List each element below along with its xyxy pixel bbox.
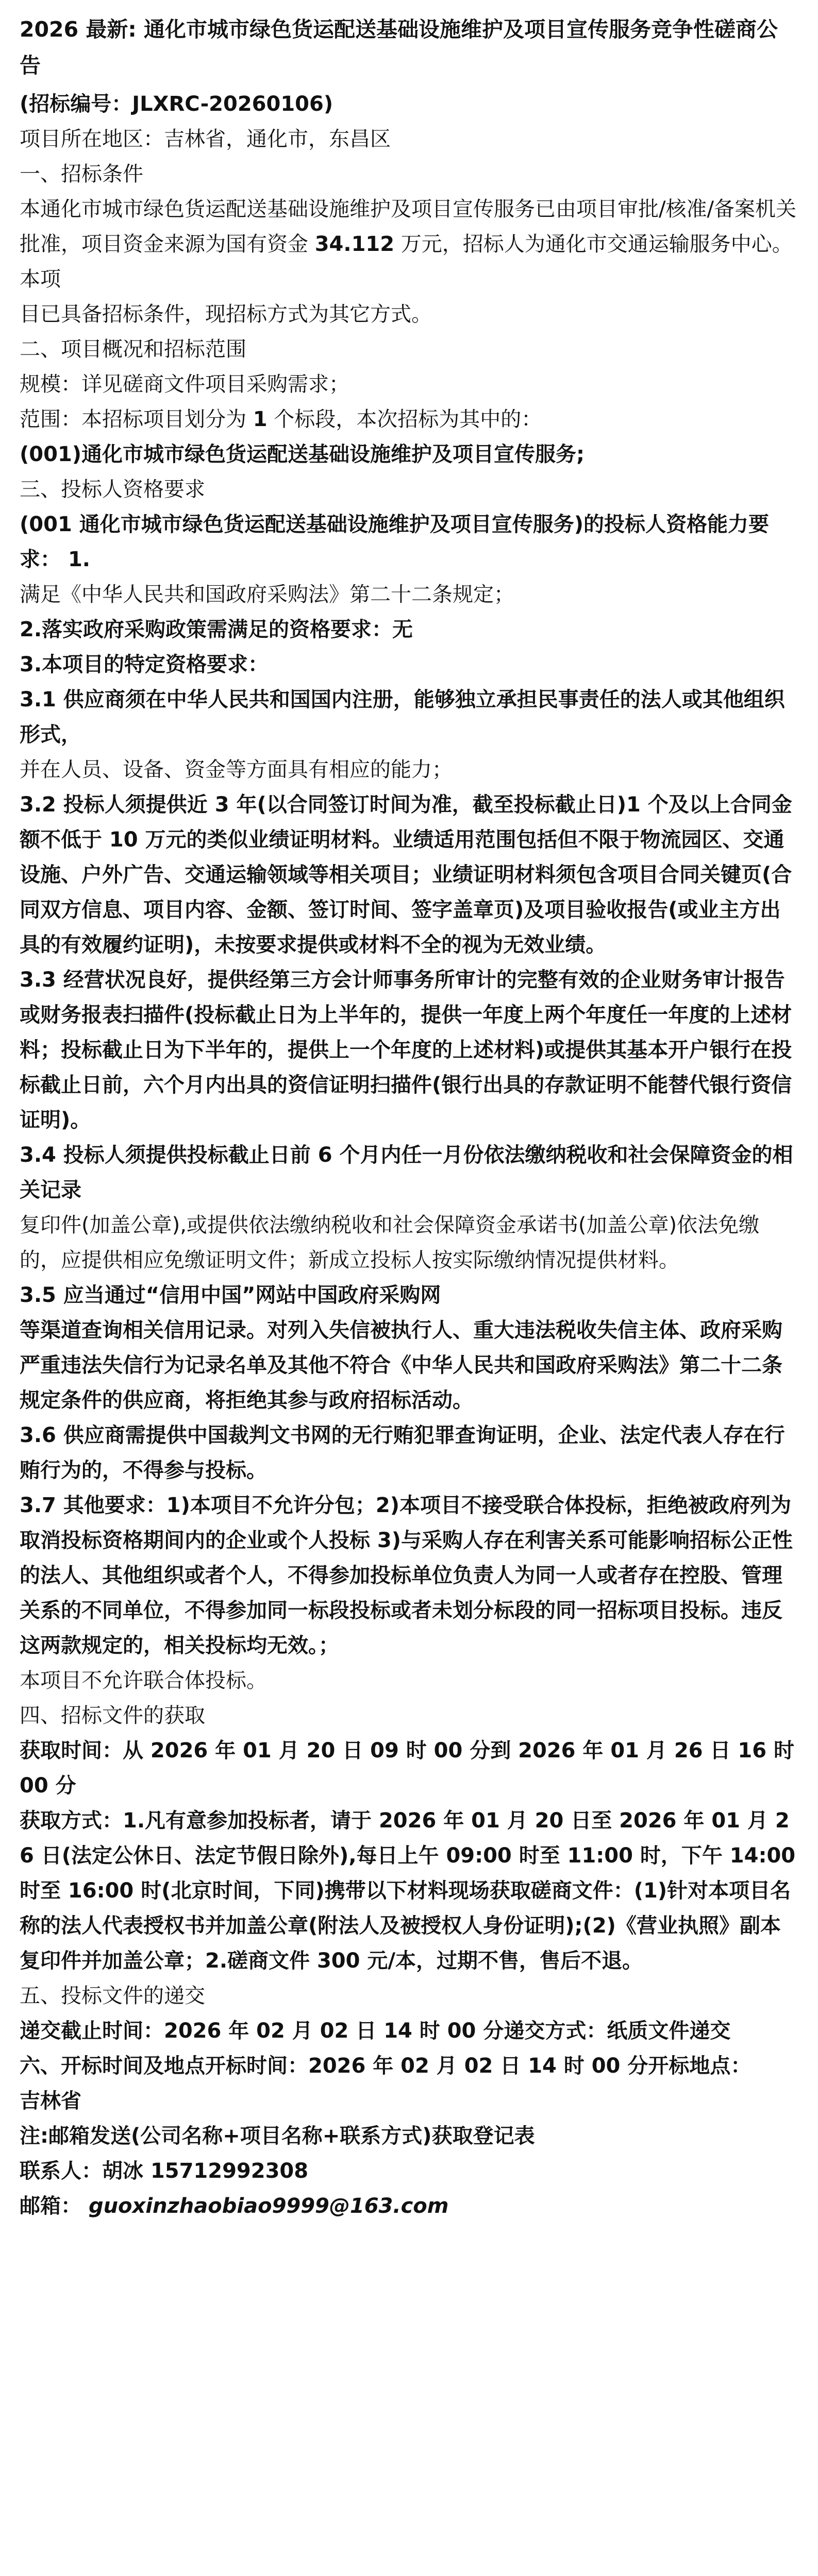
- section-1-body: 本通化市城市绿色货运配送基础设施维护及项目宣传服务已由项目审批/核准/备案机关批准，项目资金来源为国有资金 34.112 万元，招标人为通化市交通运输服务中心。本项: [20, 197, 796, 291]
- qualification-special: 3.本项目的特定资格要求：: [20, 653, 269, 676]
- section-2-heading: 二、项目概况和招标范围: [20, 337, 246, 361]
- submission-deadline: 递交截止时间：2026 年 02 月 02 日 14 时 00 分递交方式：纸质文件递交: [20, 2019, 731, 2043]
- section-1-heading: 一、招标条件: [20, 162, 143, 186]
- qualification-3-1-cont: 并在人员、设备、资金等方面具有相应的能力；: [20, 758, 453, 782]
- tender-number: (招标编号：JLXRC-20260106): [20, 92, 333, 116]
- project-scale: 规模：详见磋商文件项目采购需求；: [20, 372, 349, 396]
- project-lot: (001)通化市城市绿色货运配送基础设施维护及项目宣传服务;: [20, 443, 585, 466]
- project-scope: 范围：本招标项目划分为 1 个标段，本次招标为其中的：: [20, 408, 542, 431]
- announcement-document: [20, 11, 798, 2224]
- contact-email-row: 邮箱： guoxinzhaobiao9999@163.com: [20, 2194, 449, 2218]
- document-get-time: 获取时间：从 2026 年 01 月 20 日 09 时 00 分到 2026 年 01 月 26 日 16 时 00 分: [20, 1739, 794, 1798]
- qualification-3-7: 3.7 其他要求：1)本项目不允许分包；2)本项目不接受联合体投标，拒绝被政府列为取消投标资格期间内的企业或个人投标 3)与采购人存在利害关系可能影响招标公正性的法人、其他组织或者个人，不得参加投标单位负责人为同一人或者存在控股、管理关系的不同单位，不得参加同一标段投标或者未划分标段的同一招标项目投标。违反这两款规定的，相关投标均无效。；: [20, 1494, 793, 1657]
- qualification-3-2: 3.2 投标人须提供近 3 年(以合同签订时间为准，截至投标截止日)1 个及以上合同金额不低于 10 万元的类似业绩证明材料。业绩适用范围包括但不限于物流园区、交通设施、户外广告、交通运输领域等相关项目；业绩证明材料须包含项目合同关键页(合同双方信息、项目内容、金额、签订时间、签字盖章页)及项目验收报告(或业主方出具的有效履约证明)，未按要求提供或材料不全的视为无效业绩。: [20, 793, 792, 957]
- qualification-3-5-cont: 等渠道查询相关信用记录。对列入失信被执行人、重大违法税收失信主体、政府采购严重违法失信行为记录名单及其他不符合《中华人民共和国政府采购法》第二十二条规定条件的供应商，将拒绝其参与政府招标活动。: [20, 1318, 782, 1412]
- qualification-3-1: 3.1 供应商须在中华人民共和国国内注册，能够独立承担民事责任的法人或其他组织形式，: [20, 688, 785, 747]
- qualification-intro: (001 通化市城市绿色货运配送基础设施维护及项目宣传服务)的投标人资格能力要求： 1.: [20, 513, 769, 571]
- section-1-body-cont: 目已具备招标条件，现招标方式为其它方式。: [20, 302, 432, 326]
- qualification-3-3: 3.3 经营状况良好，提供经第三方会计师事务所审计的完整有效的企业财务审计报告或财务报表扫描件(投标截止日为上半年的，提供一年度上两个年度任一年度的上述材料；投标截止日为下半年的，提供上一个年度的上述材料)或提供其基本开户银行在投标截止日前，六个月内出具的资信证明扫描件(银行出具的存款证明不能替代银行资信证明)。: [20, 968, 792, 1132]
- contact-person: 联系人：胡冰 15712992308: [20, 2159, 309, 2183]
- qualification-3-4-cont: 复印件(加盖公章),或提供依法缴纳税收和社会保障资金承诺书(加盖公章)依法免缴的，应提供相应免缴证明文件；新成立投标人按实际缴纳情况提供材料。: [20, 1213, 760, 1272]
- qualification-law: 满足《中华人民共和国政府采购法》第二十二条规定；: [20, 583, 514, 606]
- joint-bid-note: 本项目不允许联合体投标。: [20, 1669, 267, 1692]
- section-3-heading: 三、投标人资格要求: [20, 478, 205, 501]
- section-5-heading: 五、投标文件的递交: [20, 1984, 205, 2008]
- qualification-3-6: 3.6 供应商需提供中国裁判文书网的无行贿犯罪查询证明，企业、法定代表人存在行贿行为的，不得参与投标。: [20, 1423, 785, 1482]
- document-get-method: 获取方式：1.凡有意参加投标者，请于 2026 年 01 月 20 日至 2026 年 01 月 26 日(法定公休日、法定节假日除外),每日上午 09:00 时至 11:00 时，下午 14:00 时至 16:00 时(北京时间，下同)携带以下材料现场获取磋商文件：(1)针对本项目名称的法人代表授权书并加盖公章(附法人及被授权人身份证明);(2)《营业执照》副本复印件并加盖公章；2.磋商文件 300 元/本，过期不售，售后不退。: [20, 1809, 796, 1973]
- qualification-policy: 2.落实政府采购政策需满足的资格要求：无: [20, 618, 413, 641]
- announcement-title: 2026 最新: 通化市城市绿色货运配送基础设施维护及项目宣传服务竞争性磋商公告: [20, 17, 778, 78]
- qualification-3-5: 3.5 应当通过“信用中国”网站中国政府采购网: [20, 1283, 441, 1307]
- project-region: 项目所在地区：吉林省，通化市，东昌区: [20, 127, 391, 151]
- bid-opening-place: 吉林省: [20, 2089, 81, 2113]
- fund-amount: 34.112: [314, 232, 395, 256]
- section-4-heading: 四、招标文件的获取: [20, 1704, 205, 1727]
- contact-email[interactable]: guoxinzhaobiao9999@163.com: [88, 2194, 449, 2218]
- registration-note: 注:邮箱发送(公司名称+项目名称+联系方式)获取登记表: [20, 2124, 535, 2148]
- bid-opening: 六、开标时间及地点开标时间：2026 年 02 月 02 日 14 时 00 分开标地点：: [20, 2054, 752, 2078]
- qualification-3-4: 3.4 投标人须提供投标截止日前 6 个月内任一月份依法缴纳税收和社会保障资金的相关记录: [20, 1143, 793, 1202]
- contact-phone: 15712992308: [150, 2159, 309, 2183]
